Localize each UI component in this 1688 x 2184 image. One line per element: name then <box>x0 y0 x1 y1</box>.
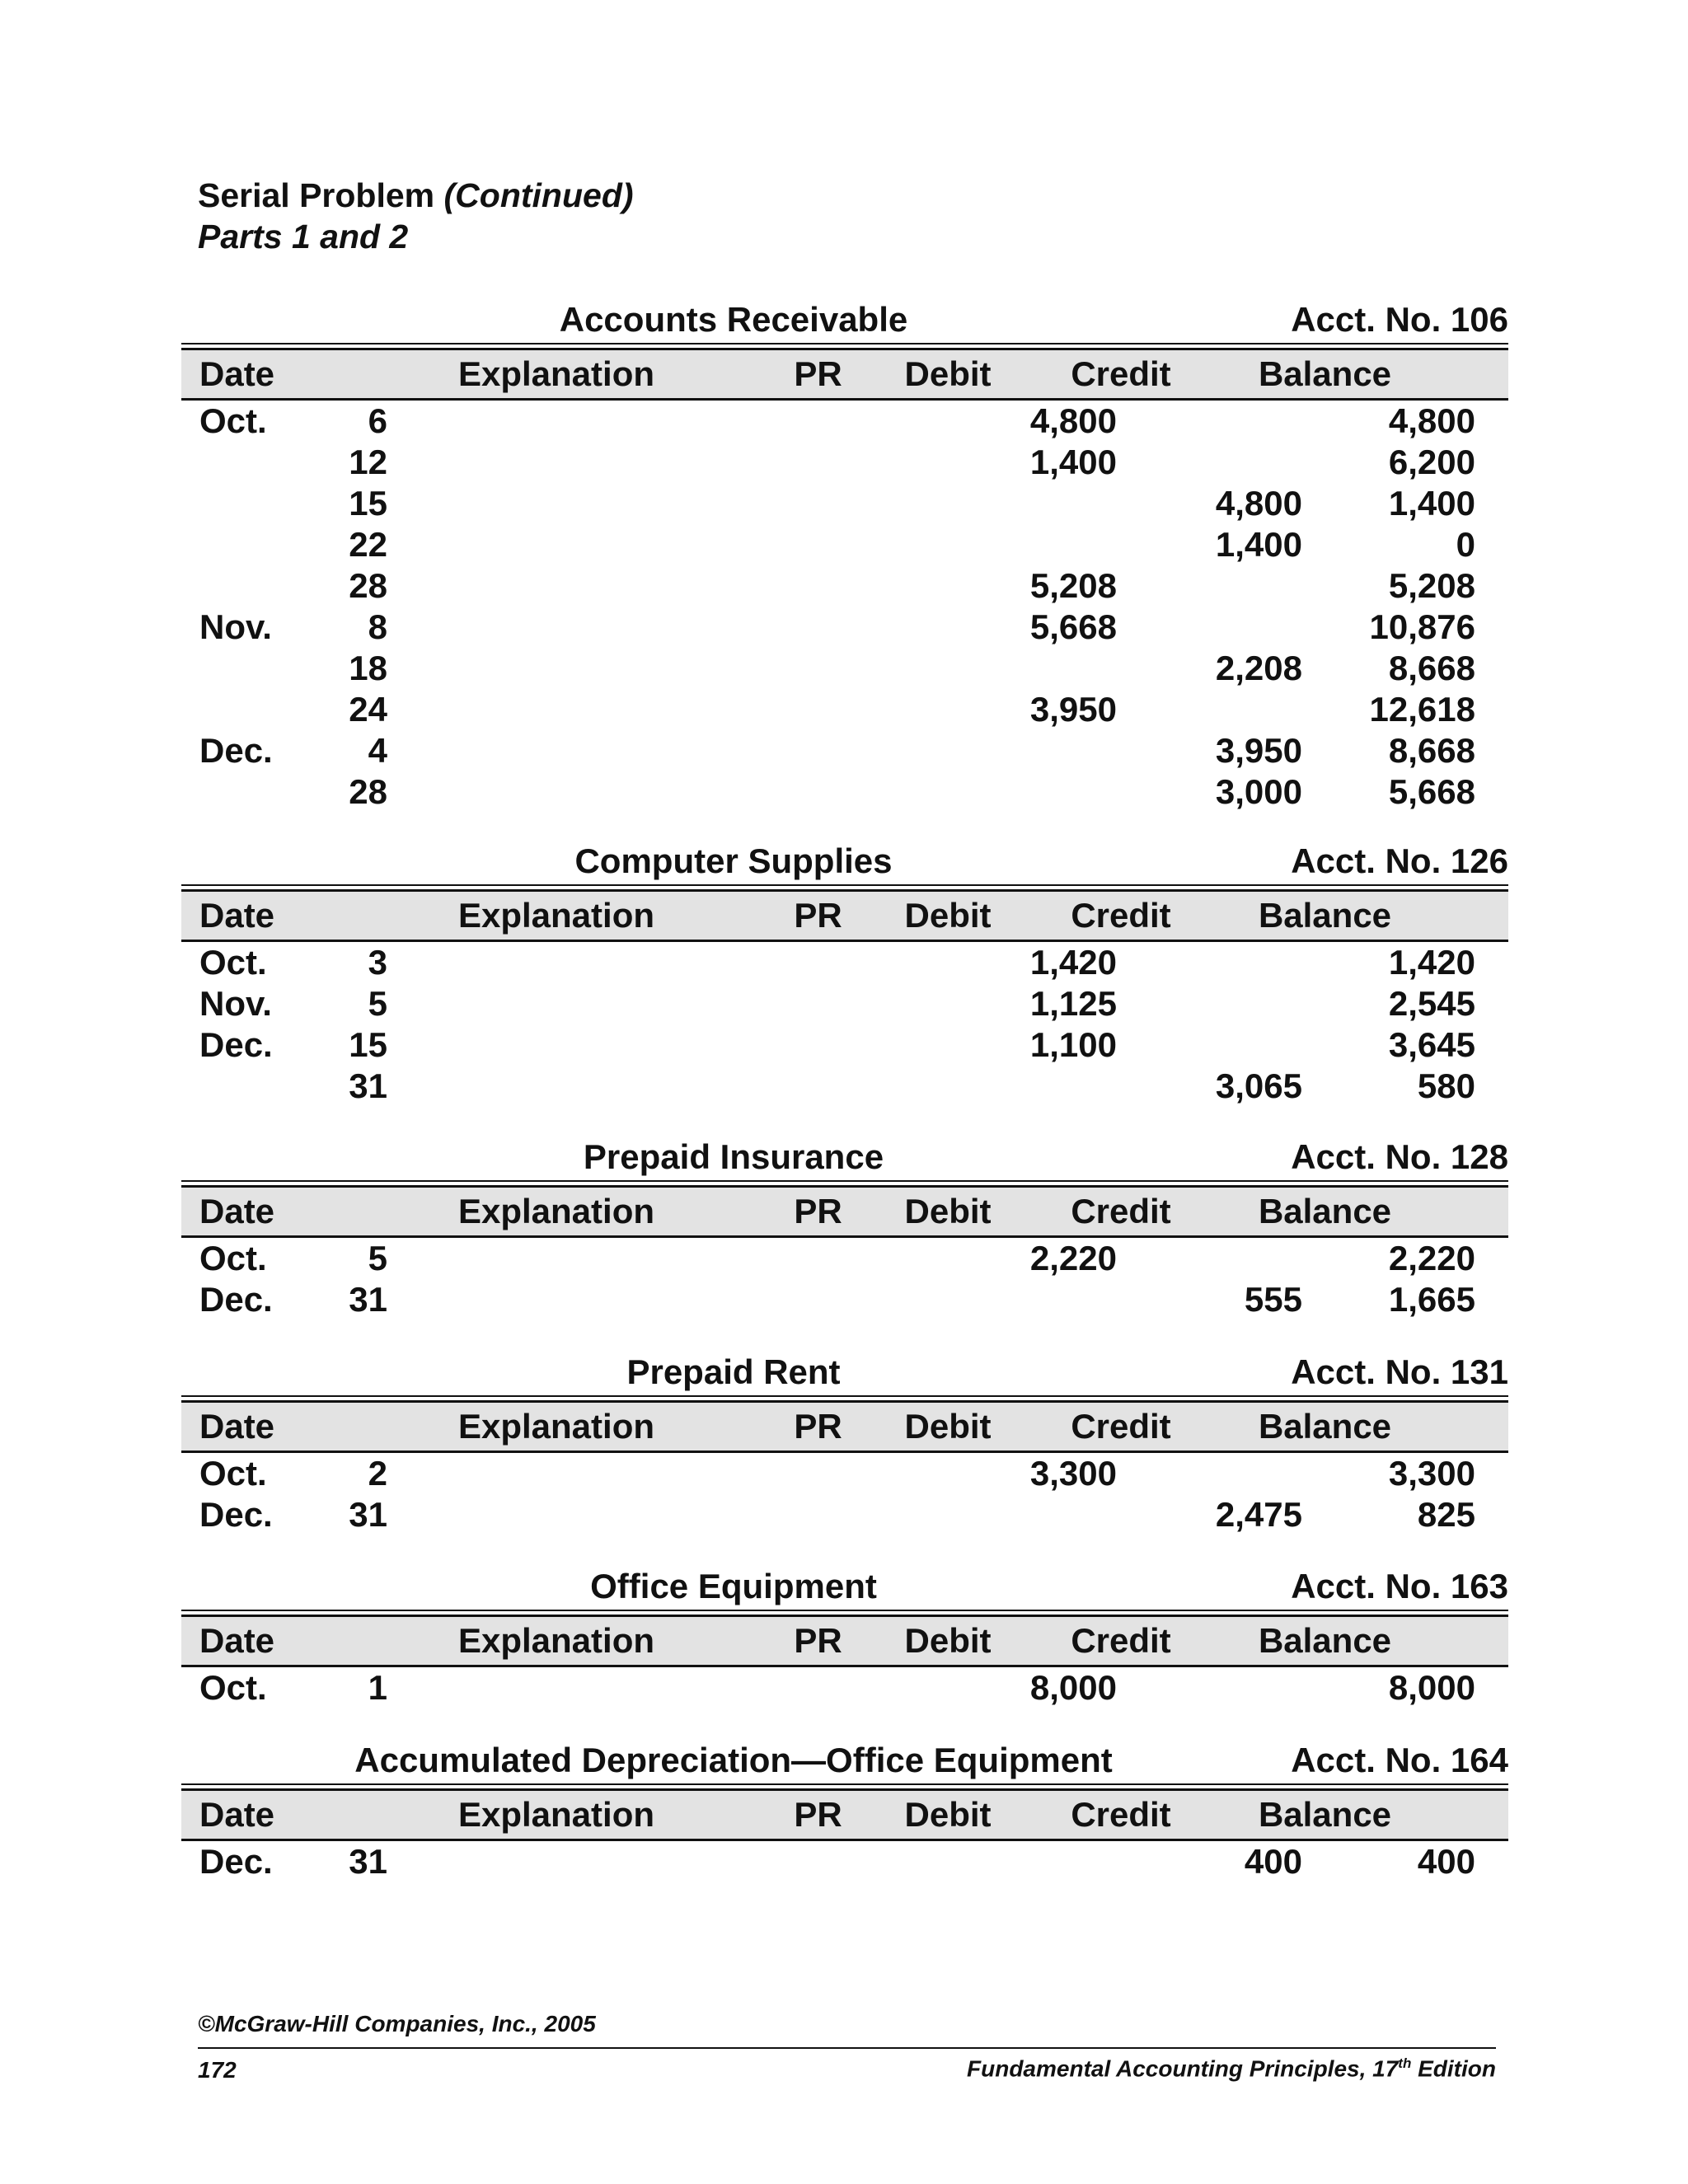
ledger-row <box>181 983 1508 1024</box>
ledger-title-row <box>181 1132 1508 1179</box>
entry-day: 4 <box>368 731 387 770</box>
entry-month: Nov. <box>199 984 272 1023</box>
entry-day: 28 <box>349 772 387 811</box>
ledger-row <box>181 1279 1508 1320</box>
account-name: Computer Supplies <box>574 841 893 880</box>
ledger-row <box>181 689 1508 730</box>
ledger-account <box>181 1347 1508 1535</box>
account-name: Accounts Receivable <box>559 300 908 339</box>
col-balance: Balance <box>1258 1192 1392 1230</box>
ledger-account <box>181 1132 1508 1320</box>
ledger-title-row <box>181 1562 1508 1608</box>
entry-debit: 1,125 <box>1029 984 1117 1023</box>
entry-balance: 1,420 <box>1388 943 1475 982</box>
ledger-title-row <box>181 1736 1508 1782</box>
entry-day: 15 <box>349 484 387 523</box>
page-title-paren: (Continued) <box>443 176 634 214</box>
entry-debit: 1,100 <box>1029 1025 1117 1064</box>
ledger-row <box>181 1667 1508 1708</box>
col-explanation: Explanation <box>457 1621 655 1660</box>
col-explanation: Explanation <box>457 896 655 935</box>
entry-credit: 2,208 <box>1215 649 1302 687</box>
entry-day: 31 <box>349 1066 387 1105</box>
col-date: Date <box>199 896 275 935</box>
entry-balance: 0 <box>1456 525 1475 564</box>
column-header-row <box>181 348 1508 401</box>
ledger-rows <box>181 1841 1508 1882</box>
book-title-text: Fundamental Accounting Principles, 17 <box>967 2055 1399 2082</box>
entry-day: 8 <box>368 607 387 646</box>
entry-balance: 10,876 <box>1369 607 1475 646</box>
entry-day: 2 <box>368 1454 387 1493</box>
column-header-row <box>181 1615 1508 1667</box>
ledger-row <box>181 1238 1508 1279</box>
entry-month: Dec. <box>199 1280 273 1319</box>
entry-month: Oct. <box>199 401 267 440</box>
entry-day: 5 <box>368 984 387 1023</box>
entry-balance: 2,220 <box>1388 1239 1475 1277</box>
entry-debit: 5,208 <box>1029 566 1117 605</box>
entry-debit: 1,400 <box>1029 443 1117 481</box>
entry-day: 1 <box>368 1668 387 1707</box>
ledger-row <box>181 1494 1508 1535</box>
entry-day: 28 <box>349 566 387 605</box>
ledger-rows <box>181 942 1508 1107</box>
entry-day: 5 <box>368 1239 387 1277</box>
entry-month: Dec. <box>199 731 273 770</box>
entry-balance: 4,800 <box>1388 401 1475 440</box>
header-rule <box>181 1395 1508 1397</box>
ledger-row <box>181 483 1508 524</box>
entry-credit: 3,950 <box>1215 731 1302 770</box>
ledger-account <box>181 837 1508 1107</box>
col-pr: PR <box>794 354 842 393</box>
book-title-sup: th <box>1398 2055 1412 2071</box>
account-number: Acct. No. 128 <box>1291 1137 1508 1176</box>
page-subtitle: Parts 1 and 2 <box>198 218 409 255</box>
account-name: Prepaid Insurance <box>583 1137 884 1176</box>
ledger-account <box>181 295 1508 813</box>
entry-month: Nov. <box>199 607 272 646</box>
entry-balance: 400 <box>1417 1842 1475 1881</box>
entry-balance: 3,300 <box>1388 1454 1475 1493</box>
col-debit: Debit <box>904 896 992 935</box>
entry-balance: 12,618 <box>1369 690 1475 729</box>
col-credit: Credit <box>1071 354 1171 393</box>
header-rule <box>181 884 1508 886</box>
page-title: Serial Problem <box>198 176 435 214</box>
col-balance: Balance <box>1258 354 1392 393</box>
account-number: Acct. No. 126 <box>1291 841 1508 880</box>
header-rule <box>181 343 1508 344</box>
entry-day: 22 <box>349 525 387 564</box>
entry-month: Dec. <box>199 1025 273 1064</box>
entry-month: Oct. <box>199 943 267 982</box>
ledger-account <box>181 1562 1508 1708</box>
column-header-row <box>181 1400 1508 1453</box>
col-date: Date <box>199 1407 275 1446</box>
entry-credit: 4,800 <box>1215 484 1302 523</box>
page-number: 172 <box>198 2057 237 2083</box>
ledger-row <box>181 1841 1508 1882</box>
ledger-title-row <box>181 837 1508 883</box>
account-number: Acct. No. 164 <box>1291 1741 1508 1779</box>
entry-debit: 1,420 <box>1029 943 1117 982</box>
header-rule <box>181 1610 1508 1611</box>
col-explanation: Explanation <box>457 354 655 393</box>
ledger-row <box>181 648 1508 689</box>
entry-debit: 2,220 <box>1029 1239 1117 1277</box>
entry-debit: 8,000 <box>1029 1668 1117 1707</box>
ledger-rows <box>181 1667 1508 1708</box>
account-name: Accumulated Depreciation—Office Equipment <box>354 1741 1113 1779</box>
column-header-row <box>181 889 1508 942</box>
ledger-row <box>181 730 1508 771</box>
col-credit: Credit <box>1071 1621 1171 1660</box>
entry-day: 24 <box>349 690 387 729</box>
account-name: Prepaid Rent <box>626 1352 841 1391</box>
ledger-title-row <box>181 295 1508 341</box>
ledger-row <box>181 1024 1508 1066</box>
entry-balance: 825 <box>1417 1495 1475 1534</box>
entry-credit: 3,065 <box>1215 1066 1302 1105</box>
ledger-row <box>181 524 1508 565</box>
entry-balance: 8,000 <box>1388 1668 1475 1707</box>
entry-balance: 8,668 <box>1388 649 1475 687</box>
ledger-row <box>181 565 1508 607</box>
entry-month: Oct. <box>199 1239 267 1277</box>
col-explanation: Explanation <box>457 1192 655 1230</box>
entry-balance: 6,200 <box>1388 443 1475 481</box>
entry-debit: 4,800 <box>1029 401 1117 440</box>
account-number: Acct. No. 106 <box>1291 300 1508 339</box>
col-debit: Debit <box>904 1192 992 1230</box>
entry-day: 12 <box>349 443 387 481</box>
entry-day: 31 <box>349 1842 387 1881</box>
header-rule <box>181 1180 1508 1182</box>
col-credit: Credit <box>1071 1407 1171 1446</box>
col-debit: Debit <box>904 1407 992 1446</box>
entry-month: Oct. <box>199 1454 267 1493</box>
ledger-account <box>181 1736 1508 1882</box>
ledger-rows <box>181 1238 1508 1320</box>
entry-balance: 8,668 <box>1388 731 1475 770</box>
column-header-row <box>181 1788 1508 1841</box>
col-balance: Balance <box>1258 896 1392 935</box>
entry-credit: 555 <box>1244 1280 1302 1319</box>
entry-day: 18 <box>349 649 387 687</box>
col-debit: Debit <box>904 1795 992 1834</box>
entry-debit: 3,950 <box>1029 690 1117 729</box>
copyright-notice: ©McGraw-Hill Companies, Inc., 2005 <box>198 2011 596 2036</box>
entry-balance: 1,665 <box>1388 1280 1475 1319</box>
entry-debit: 5,668 <box>1029 607 1117 646</box>
ledger-rows <box>181 401 1508 813</box>
entry-balance: 1,400 <box>1388 484 1475 523</box>
col-explanation: Explanation <box>457 1795 655 1834</box>
account-number: Acct. No. 163 <box>1291 1567 1508 1605</box>
footer-divider <box>198 2047 1496 2049</box>
page-header <box>198 175 634 257</box>
ledger-row <box>181 401 1508 442</box>
col-pr: PR <box>794 1192 842 1230</box>
col-pr: PR <box>794 1621 842 1660</box>
entry-credit: 2,475 <box>1215 1495 1302 1534</box>
entry-day: 3 <box>368 943 387 982</box>
col-credit: Credit <box>1071 1192 1171 1230</box>
col-balance: Balance <box>1258 1407 1392 1446</box>
ledger-row <box>181 1066 1508 1107</box>
col-date: Date <box>199 1621 275 1660</box>
entry-day: 31 <box>349 1280 387 1319</box>
entry-month: Dec. <box>199 1842 273 1881</box>
col-balance: Balance <box>1258 1621 1392 1660</box>
book-title <box>967 2055 1496 2082</box>
col-pr: PR <box>794 896 842 935</box>
col-date: Date <box>199 1192 275 1230</box>
entry-balance: 5,668 <box>1388 772 1475 811</box>
account-name: Office Equipment <box>590 1567 877 1605</box>
entry-credit: 3,000 <box>1215 772 1302 811</box>
col-balance: Balance <box>1258 1795 1392 1834</box>
entry-month: Oct. <box>199 1668 267 1707</box>
entry-balance: 5,208 <box>1388 566 1475 605</box>
entry-day: 6 <box>368 401 387 440</box>
entry-balance: 580 <box>1417 1066 1475 1105</box>
entry-credit: 400 <box>1244 1842 1302 1881</box>
ledger-row <box>181 442 1508 483</box>
entry-debit: 3,300 <box>1029 1454 1117 1493</box>
ledger-row <box>181 607 1508 648</box>
ledger-title-row <box>181 1347 1508 1394</box>
column-header-row <box>181 1185 1508 1238</box>
entry-balance: 2,545 <box>1388 984 1475 1023</box>
ledger-row <box>181 942 1508 983</box>
col-explanation: Explanation <box>457 1407 655 1446</box>
entry-balance: 3,645 <box>1388 1025 1475 1064</box>
book-title-tail: Edition <box>1411 2055 1496 2082</box>
ledger-rows <box>181 1453 1508 1535</box>
col-pr: PR <box>794 1407 842 1446</box>
ledger-row <box>181 771 1508 813</box>
col-credit: Credit <box>1071 1795 1171 1834</box>
entry-day: 31 <box>349 1495 387 1534</box>
col-date: Date <box>199 354 275 393</box>
header-rule <box>181 1783 1508 1785</box>
entry-day: 15 <box>349 1025 387 1064</box>
entry-month: Dec. <box>199 1495 273 1534</box>
col-debit: Debit <box>904 354 992 393</box>
col-pr: PR <box>794 1795 842 1834</box>
account-number: Acct. No. 131 <box>1291 1352 1508 1391</box>
col-debit: Debit <box>904 1621 992 1660</box>
col-credit: Credit <box>1071 896 1171 935</box>
entry-credit: 1,400 <box>1215 525 1302 564</box>
ledger-row <box>181 1453 1508 1494</box>
col-date: Date <box>199 1795 275 1834</box>
